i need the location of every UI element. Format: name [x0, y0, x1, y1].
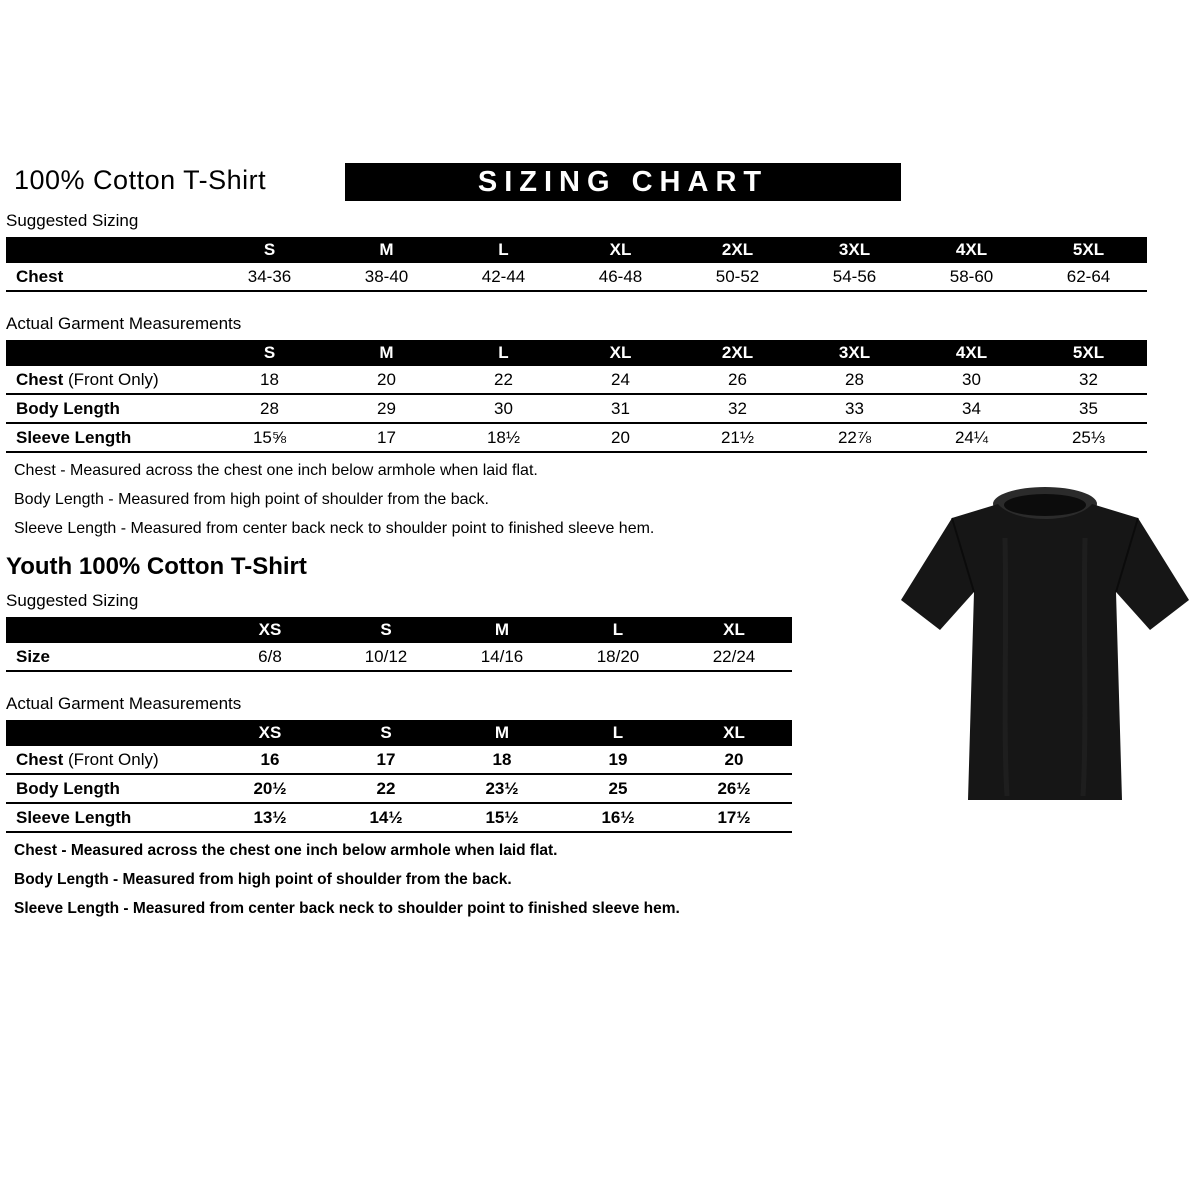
sizing-chart-banner: SIZING CHART: [345, 163, 901, 201]
cell: 16: [212, 746, 328, 774]
adult-suggested-sizing-table: [6, 237, 1147, 292]
row-label-main: Body Length: [16, 778, 120, 798]
tshirt-body: [901, 504, 1189, 800]
cell: 22: [328, 774, 444, 803]
cell: 54-56: [796, 263, 913, 291]
cell: 50-52: [679, 263, 796, 291]
cell: 30: [913, 366, 1030, 394]
table-row-chest: [6, 263, 1147, 291]
row-label: [6, 423, 211, 452]
cell: 38-40: [328, 263, 445, 291]
tshirt-fold-highlight: [1005, 538, 1007, 796]
col-header: M: [328, 237, 445, 263]
table-row-sleeve-length: [6, 423, 1147, 452]
youth-section-title: Youth 100% Cotton T-Shirt: [6, 553, 307, 580]
col-header: 3XL: [796, 237, 913, 263]
col-header: M: [444, 617, 560, 643]
cell: 24: [562, 366, 679, 394]
cell: 34: [913, 394, 1030, 423]
row-label-suffix: (Front Only): [63, 749, 159, 769]
cell: 10/12: [328, 643, 444, 671]
col-header: 2XL: [679, 237, 796, 263]
col-header: 5XL: [1030, 340, 1147, 366]
cell: 14/16: [444, 643, 560, 671]
adult-garment-measurements-table: [6, 340, 1147, 453]
cell: 17: [328, 746, 444, 774]
row-label-main: Chest: [16, 749, 64, 769]
adult-garment-measurements-label: Actual Garment Measurements: [6, 314, 242, 333]
row-label-main: Sleeve Length: [16, 427, 132, 447]
cell: 22: [445, 366, 562, 394]
corner-cell: [6, 340, 211, 366]
header: [0, 163, 1200, 205]
col-header: S: [328, 617, 444, 643]
cell: 18½: [445, 423, 562, 452]
table-row-size: [6, 643, 792, 671]
corner-cell: [6, 237, 211, 263]
col-header: 2XL: [679, 340, 796, 366]
col-header: M: [328, 340, 445, 366]
col-header: XS: [212, 617, 328, 643]
note-sleeve-length: Sleeve Length - Measured from center back neck to shoulder point to finished sleeve hem.: [14, 520, 655, 537]
cell: 22/24: [676, 643, 792, 671]
corner-cell: [6, 720, 212, 746]
youth-suggested-sizing-table: [6, 617, 792, 672]
youth-measurement-notes: [14, 841, 1200, 919]
table-row-body-length: [6, 394, 1147, 423]
cell: 18: [444, 746, 560, 774]
cell: 17: [328, 423, 445, 452]
cell: 28: [796, 366, 913, 394]
tshirt-fold-highlight: [1083, 538, 1085, 796]
cell: 25⅓: [1030, 423, 1147, 452]
cell: 13½: [212, 803, 328, 832]
cell: 33: [796, 394, 913, 423]
col-header: L: [445, 340, 562, 366]
col-header: XL: [562, 237, 679, 263]
row-label-suffix: (Front Only): [63, 369, 159, 389]
cell: 15½: [444, 803, 560, 832]
youth-suggested-sizing-label: Suggested Sizing: [6, 591, 139, 610]
cell: 34-36: [211, 263, 328, 291]
youth-garment-measurements-label: Actual Garment Measurements: [6, 694, 242, 713]
row-label: [6, 366, 211, 394]
cell: 62-64: [1030, 263, 1147, 291]
cell: 23½: [444, 774, 560, 803]
cell: 35: [1030, 394, 1147, 423]
row-label: [6, 774, 212, 803]
col-header: S: [211, 340, 328, 366]
tshirt-image: [895, 478, 1195, 818]
col-header: 4XL: [913, 237, 1030, 263]
table-header-row: [6, 237, 1147, 263]
tshirt-collar-opening: [1004, 494, 1086, 516]
col-header: XL: [676, 617, 792, 643]
cell: 25: [560, 774, 676, 803]
cell: 20½: [212, 774, 328, 803]
cell: 15⅝: [211, 423, 328, 452]
cell: 31: [562, 394, 679, 423]
cell: 29: [328, 394, 445, 423]
cell: 32: [1030, 366, 1147, 394]
cell: 18/20: [560, 643, 676, 671]
cell: 18: [211, 366, 328, 394]
col-header: L: [560, 617, 676, 643]
col-header: XS: [212, 720, 328, 746]
col-header: S: [328, 720, 444, 746]
row-label: Chest: [6, 263, 211, 291]
cell: 28: [211, 394, 328, 423]
cell: 14½: [328, 803, 444, 832]
col-header: M: [444, 720, 560, 746]
note-chest: Chest - Measured across the chest one inch below armhole when laid flat.: [14, 842, 558, 859]
table-row-sleeve-length: [6, 803, 792, 832]
page-title: 100% Cotton T-Shirt: [14, 165, 267, 195]
col-header: XL: [676, 720, 792, 746]
note-chest: Chest - Measured across the chest one inch below armhole when laid flat.: [14, 462, 538, 479]
cell: 30: [445, 394, 562, 423]
col-header: 4XL: [913, 340, 1030, 366]
note-body-length: Body Length - Measured from high point of shoulder from the back.: [14, 871, 512, 888]
row-label: Size: [6, 643, 212, 671]
cell: 17½: [676, 803, 792, 832]
corner-cell: [6, 617, 212, 643]
col-header: XL: [562, 340, 679, 366]
cell: 19: [560, 746, 676, 774]
cell: 22⅞: [796, 423, 913, 452]
table-row-body-length: [6, 774, 792, 803]
table-row-chest: [6, 746, 792, 774]
cell: 6/8: [212, 643, 328, 671]
col-header: L: [560, 720, 676, 746]
row-label-main: Sleeve Length: [16, 807, 132, 827]
cell: 24¼: [913, 423, 1030, 452]
row-label: [6, 394, 211, 423]
cell: 58-60: [913, 263, 1030, 291]
col-header: S: [211, 237, 328, 263]
row-label: [6, 746, 212, 774]
cell: 26: [679, 366, 796, 394]
col-header: L: [445, 237, 562, 263]
cell: 46-48: [562, 263, 679, 291]
table-header-row: [6, 340, 1147, 366]
row-label-main: Chest: [16, 369, 64, 389]
cell: 20: [676, 746, 792, 774]
youth-garment-measurements-table: [6, 720, 792, 833]
cell: 21½: [679, 423, 796, 452]
cell: 32: [679, 394, 796, 423]
note-body-length: Body Length - Measured from high point of shoulder from the back.: [14, 491, 489, 508]
cell: 16½: [560, 803, 676, 832]
row-label: [6, 803, 212, 832]
note-sleeve-length: Sleeve Length - Measured from center back neck to shoulder point to finished sleeve hem.: [14, 900, 680, 917]
table-header-row: [6, 617, 792, 643]
adult-suggested-sizing-label: Suggested Sizing: [6, 211, 139, 230]
col-header: 5XL: [1030, 237, 1147, 263]
cell: 20: [562, 423, 679, 452]
cell: 26½: [676, 774, 792, 803]
cell: 42-44: [445, 263, 562, 291]
row-label-main: Body Length: [16, 398, 120, 418]
table-row-chest: [6, 366, 1147, 394]
cell: 20: [328, 366, 445, 394]
table-header-row: [6, 720, 792, 746]
col-header: 3XL: [796, 340, 913, 366]
